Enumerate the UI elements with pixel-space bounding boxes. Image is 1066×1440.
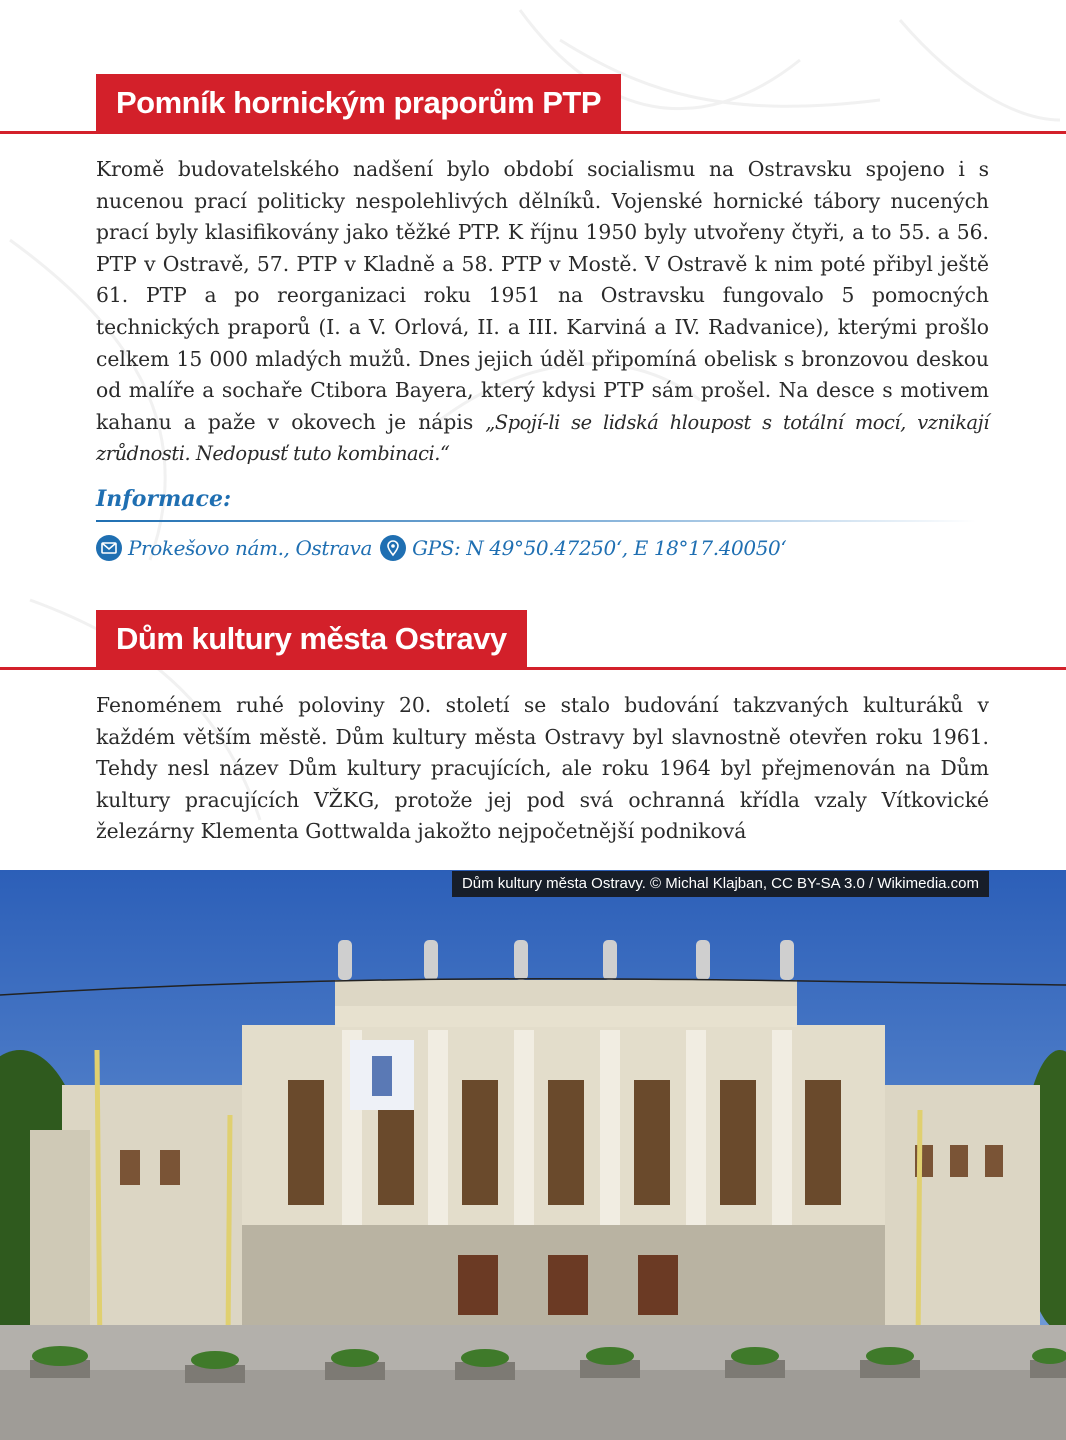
section-title: Dům kultury města Ostravy bbox=[96, 610, 527, 667]
section-heading-ptp-monument bbox=[0, 74, 1066, 134]
culture-house-paragraph: Fenoménem ruhé poloviny 20. století se stalo budování takzvaných kulturáků v každém větším městě. Dům kultury města Ostravy byl slavnostně otevřen roku 1961. Tehdy nesl název Dům kultury pracujících, ale roku 1964 byl přejmenován na Dům kultury pracujících VŽKG, protože jej pod svá ochranná křídla vzaly Vítkovické železárny Klementa Gottwalda jakožto nejpočetnější podniková bbox=[96, 693, 989, 844]
envelope-icon bbox=[96, 535, 122, 561]
section-heading-culture-house bbox=[0, 610, 1066, 670]
info-divider bbox=[96, 520, 976, 522]
info-row bbox=[96, 533, 786, 563]
culture-house-photo bbox=[0, 870, 1066, 1440]
map-pin-icon bbox=[380, 535, 406, 561]
address-text: Prokešovo nám., Ostrava bbox=[128, 536, 373, 560]
building-illustration bbox=[0, 870, 1066, 1440]
ptp-monument-paragraph bbox=[96, 154, 989, 470]
gps-text: GPS: N 49°50.47250‘, E 18°17.40050‘ bbox=[412, 536, 787, 560]
heading-rule bbox=[0, 667, 1066, 670]
info-heading: Informace: bbox=[96, 486, 232, 512]
photo-caption: Dům kultury města Ostravy. © Michal Klajban, CC BY-SA 3.0 / Wikimedia.com bbox=[452, 871, 989, 897]
section-title: Pomník hornickým praporům PTP bbox=[96, 74, 621, 131]
paragraph-text: Kromě budovatelského nadšení bylo období socialismu na Ostravsku spojeno i s nucenou prací politicky nespolehlivých dělníků. Vojenské hornické tábory nucených prací byly klasifikovány jako těžké PTP. K říjnu 1950 byly utvořeny čtyři, a to 55. a 56. PTP v Ostravě, 57. PTP v Kladně a 58. PTP v Mostě. V Ostravě k nim poté přibyl ještě 61. PTP a po reorganizaci roku 1951 na Ostravsku fungovalo 5 pomocných technických praporů (I. a V. Orlová, II. a III. Karviná a IV. Radvanice), kterými prošlo celkem 15 000 mladých mužů. Dnes jejich úděl připomíná obelisk s bronzovou deskou od malíře a sochaře Ctibora Bayera, který kdysi PTP sám prošel. Na desce s motivem kahanu a paže v okovech je nápis bbox=[96, 157, 989, 434]
heading-rule bbox=[0, 131, 1066, 134]
memorial-quote: „Spojí-li se lidská hloupost s totální mocí, vznikají zrůdnosti. Nedopusť tuto kombinaci.“ bbox=[96, 410, 989, 466]
